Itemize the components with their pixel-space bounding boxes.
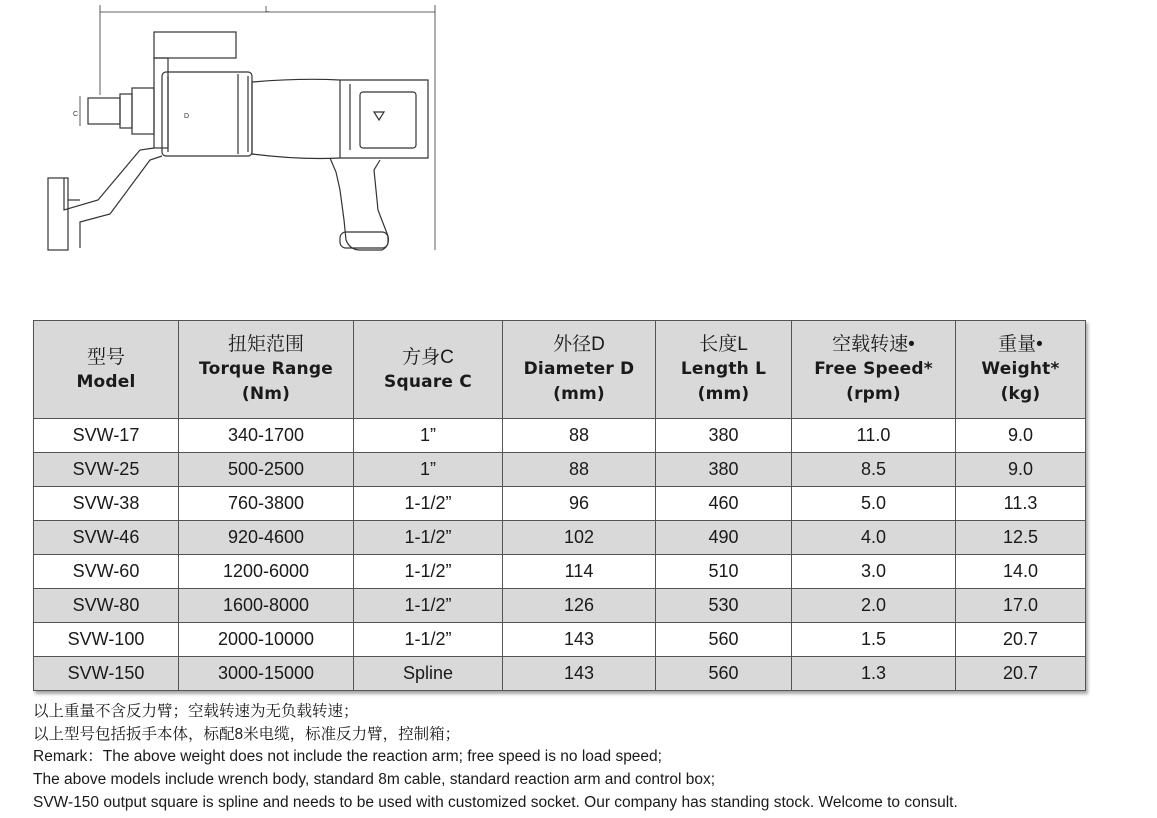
cell-weight: 9.0 (956, 419, 1086, 453)
note-line: 以上重量不含反力臂；空载转速为无负载转速； (33, 703, 359, 720)
cell-torque-range: 760-3800 (179, 487, 354, 521)
cell-diameter: 114 (503, 555, 656, 589)
cell-square: 1” (354, 453, 503, 487)
table-header-row (34, 321, 1086, 419)
cell-weight: 14.0 (956, 555, 1086, 589)
header-unit: (mm) (553, 384, 605, 404)
wrench-drawing (40, 0, 440, 260)
dimension-label-c: C (73, 111, 79, 118)
cell-free-speed: 8.5 (792, 453, 956, 487)
cell-length: 560 (656, 657, 792, 691)
cell-length: 530 (656, 589, 792, 623)
cell-weight: 17.0 (956, 589, 1086, 623)
header-en: Diameter D (523, 359, 635, 379)
cell-square: 1-1/2” (354, 589, 503, 623)
header-unit: (Nm) (241, 384, 291, 404)
cell-weight: 20.7 (956, 623, 1086, 657)
cell-weight: 9.0 (956, 453, 1086, 487)
cell-torque-range: 500-2500 (179, 453, 354, 487)
cell-torque-range: 2000-10000 (179, 623, 354, 657)
header-weight (956, 321, 1086, 419)
cell-weight: 12.5 (956, 521, 1086, 555)
cell-torque-range: 1600-8000 (179, 589, 354, 623)
cell-model: SVW-100 (34, 623, 179, 657)
header-en: Length L (680, 359, 767, 379)
table-row (34, 521, 1086, 555)
header-model (34, 321, 179, 419)
cell-free-speed: 1.3 (792, 657, 956, 691)
table-row (34, 555, 1086, 589)
cell-diameter: 96 (503, 487, 656, 521)
cell-free-speed: 11.0 (792, 419, 956, 453)
cell-diameter: 88 (503, 453, 656, 487)
cell-diameter: 102 (503, 521, 656, 555)
cell-length: 380 (656, 419, 792, 453)
cell-model: SVW-60 (34, 555, 179, 589)
header-en: Free Speed* (814, 359, 933, 379)
cell-free-speed: 1.5 (792, 623, 956, 657)
cell-model: SVW-80 (34, 589, 179, 623)
header-en: Torque Range (199, 359, 333, 379)
cell-model: SVW-150 (34, 657, 179, 691)
header-en: Weight* (981, 359, 1060, 379)
dimension-label-l: L (265, 5, 270, 14)
spec-table (33, 320, 1086, 691)
header-unit: (mm) (697, 384, 750, 404)
cell-torque-range: 340-1700 (179, 419, 354, 453)
header-length (656, 321, 792, 419)
header-unit: (kg) (1000, 384, 1041, 404)
note-line: SVW-150 output square is spline and needs to be used with customized socket. Our company has standing stock. Welcome to consult. (33, 793, 958, 811)
cell-diameter: 126 (503, 589, 656, 623)
remarks (33, 701, 958, 815)
cell-model: SVW-46 (34, 521, 179, 555)
header-cn: 扭矩范围 (227, 334, 304, 355)
cell-model: SVW-38 (34, 487, 179, 521)
cell-square: 1-1/2” (354, 487, 503, 521)
cell-free-speed: 2.0 (792, 589, 956, 623)
header-cn: 重量• (998, 334, 1043, 355)
header-en: Model (76, 371, 136, 392)
cell-free-speed: 5.0 (792, 487, 956, 521)
cell-diameter: 88 (503, 419, 656, 453)
cell-torque-range: 1200-6000 (179, 555, 354, 589)
cell-length: 490 (656, 521, 792, 555)
header-cn: 型号 (86, 346, 125, 368)
header-square (354, 321, 503, 419)
cell-diameter: 143 (503, 623, 656, 657)
cell-weight: 20.7 (956, 657, 1086, 691)
table-row (34, 419, 1086, 453)
cell-diameter: 143 (503, 657, 656, 691)
cell-free-speed: 3.0 (792, 555, 956, 589)
header-free-speed (792, 321, 956, 419)
cell-square: 1-1/2” (354, 623, 503, 657)
cell-model: SVW-25 (34, 453, 179, 487)
cell-length: 460 (656, 487, 792, 521)
cell-length: 510 (656, 555, 792, 589)
cell-weight: 11.3 (956, 487, 1086, 521)
header-cn: 方身C (402, 346, 454, 368)
header-en: Square C (384, 371, 472, 392)
cell-square: 1-1/2” (354, 521, 503, 555)
table-row (34, 657, 1086, 691)
header-diameter (503, 321, 656, 419)
note-line: The above models include wrench body, standard 8m cable, standard reaction arm and control box; (33, 771, 716, 789)
cell-length: 560 (656, 623, 792, 657)
table-row (34, 487, 1086, 521)
cell-torque-range: 3000-15000 (179, 657, 354, 691)
cell-model: SVW-17 (34, 419, 179, 453)
header-torque-range (179, 321, 354, 419)
table-row (34, 589, 1086, 623)
cell-square: Spline (354, 657, 503, 691)
note-line: 以上型号包括扳手本体，标配8米电缆，标准反力臂，控制箱； (33, 725, 461, 743)
dimension-label-d: D (184, 113, 190, 120)
header-cn: 长度L (699, 334, 748, 355)
header-unit: (rpm) (846, 384, 901, 404)
header-cn: 外径D (553, 334, 605, 355)
table-row (34, 623, 1086, 657)
cell-square: 1” (354, 419, 503, 453)
note-line: Remark：The above weight does not include the reaction arm; free speed is no load speed; (33, 748, 662, 766)
cell-square: 1-1/2” (354, 555, 503, 589)
cell-torque-range: 920-4600 (179, 521, 354, 555)
header-cn: 空载转速• (832, 334, 915, 355)
cell-free-speed: 4.0 (792, 521, 956, 555)
cell-length: 380 (656, 453, 792, 487)
table-row (34, 453, 1086, 487)
